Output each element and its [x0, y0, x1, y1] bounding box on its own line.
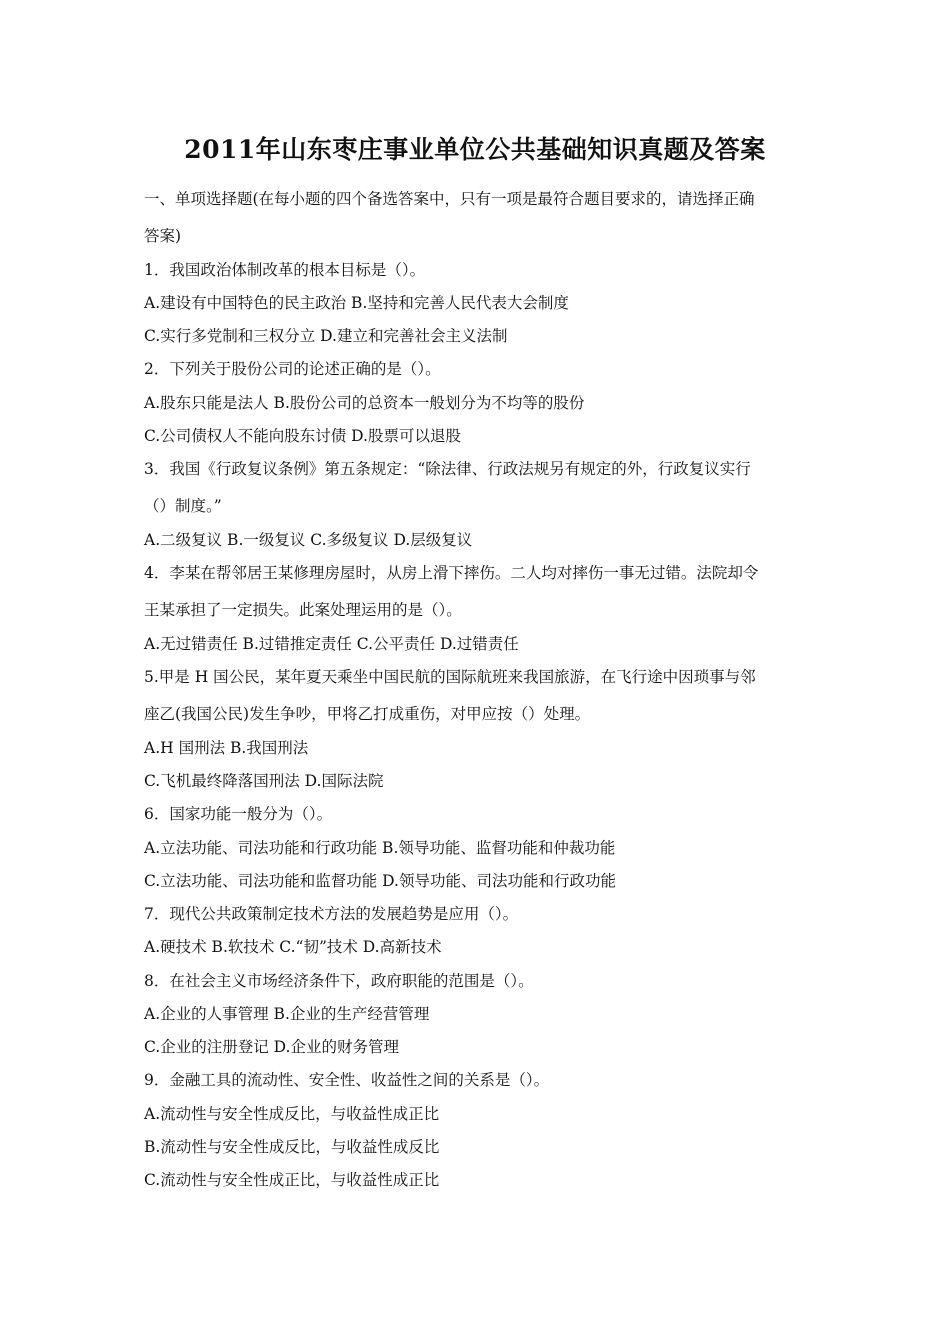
text-line: C.企业的注册登记 D.企业的财务管理	[144, 1038, 399, 1056]
text-line: C.立法功能、司法功能和监督功能 D.领导功能、司法功能和行政功能	[144, 872, 616, 890]
text-line: 3．我国《行政复议条例》第五条规定：“除法律、行政法规另有规定的外，行政复议实行	[144, 460, 751, 478]
text-line: C.实行多党制和三权分立 D.建立和完善社会主义法制	[144, 327, 508, 345]
text-line: 6．国家功能一般分为（）。	[144, 805, 333, 823]
text-line: B.流动性与安全性成反比，与收益性成反比	[144, 1138, 440, 1156]
text-line: A.二级复议 B.一级复议 C.多级复议 D.层级复议	[144, 531, 473, 549]
text-line: C.飞机最终降落国刑法 D.国际法院	[144, 772, 384, 790]
text-line: A.无过错责任 B.过错推定责任 C.公平责任 D.过错责任	[144, 635, 519, 653]
text-line: A.股东只能是法人 B.股份公司的总资本一般划分为不均等的股份	[144, 394, 585, 412]
document-title: 2011年山东枣庄事业单位公共基础知识真题及答案	[184, 135, 766, 164]
text-line: A.硬技术 B.软技术 C.“韧”技术 D.高新技术	[144, 938, 442, 956]
text-line: （）制度。”	[144, 497, 222, 515]
text-line: 9．金融工具的流动性、安全性、收益性之间的关系是（）。	[144, 1071, 550, 1089]
text-line: 8．在社会主义市场经济条件下，政府职能的范围是（）。	[144, 972, 534, 990]
text-line: 4．李某在帮邻居王某修理房屋时，从房上滑下摔伤。二人均对摔伤一事无过错。法院却令	[144, 564, 759, 582]
text-line: 2．下列关于股份公司的论述正确的是（）。	[144, 360, 441, 378]
text-line: A.H 国刑法 B.我国刑法	[144, 739, 309, 757]
text-line: 1．我国政治体制改革的根本目标是（）。	[144, 261, 426, 279]
text-line: A.立法功能、司法功能和行政功能 B.领导功能、监督功能和仲裁功能	[144, 839, 616, 857]
text-line: C.流动性与安全性成正比，与收益性成正比	[144, 1171, 440, 1189]
text-line: C.公司债权人不能向股东讨债 D.股票可以退股	[144, 427, 461, 445]
text-line: 王某承担了一定损失。此案处理运用的是（）。	[144, 601, 462, 619]
text-line: 答案)	[144, 227, 182, 245]
text-line: 5.甲是 H 国公民，某年夏天乘坐中国民航的国际航班来我国旅游，在飞行途中因琐事与邻	[144, 668, 756, 686]
text-line: A.企业的人事管理 B.企业的生产经营管理	[144, 1005, 430, 1023]
text-line: 7．现代公共政策制定技术方法的发展趋势是应用（）。	[144, 905, 519, 923]
text-line: 一、单项选择题(在每小题的四个备选答案中，只有一项是最符合题目要求的，请选择正确	[144, 190, 755, 208]
text-line: 座乙(我国公民)发生争吵，甲将乙打成重伤，对甲应按（）处理。	[144, 705, 591, 723]
text-line: A.流动性与安全性成反比，与收益性成正比	[144, 1105, 440, 1123]
text-line: A.建设有中国特色的民主政治 B.坚持和完善人民代表大会制度	[144, 294, 569, 312]
